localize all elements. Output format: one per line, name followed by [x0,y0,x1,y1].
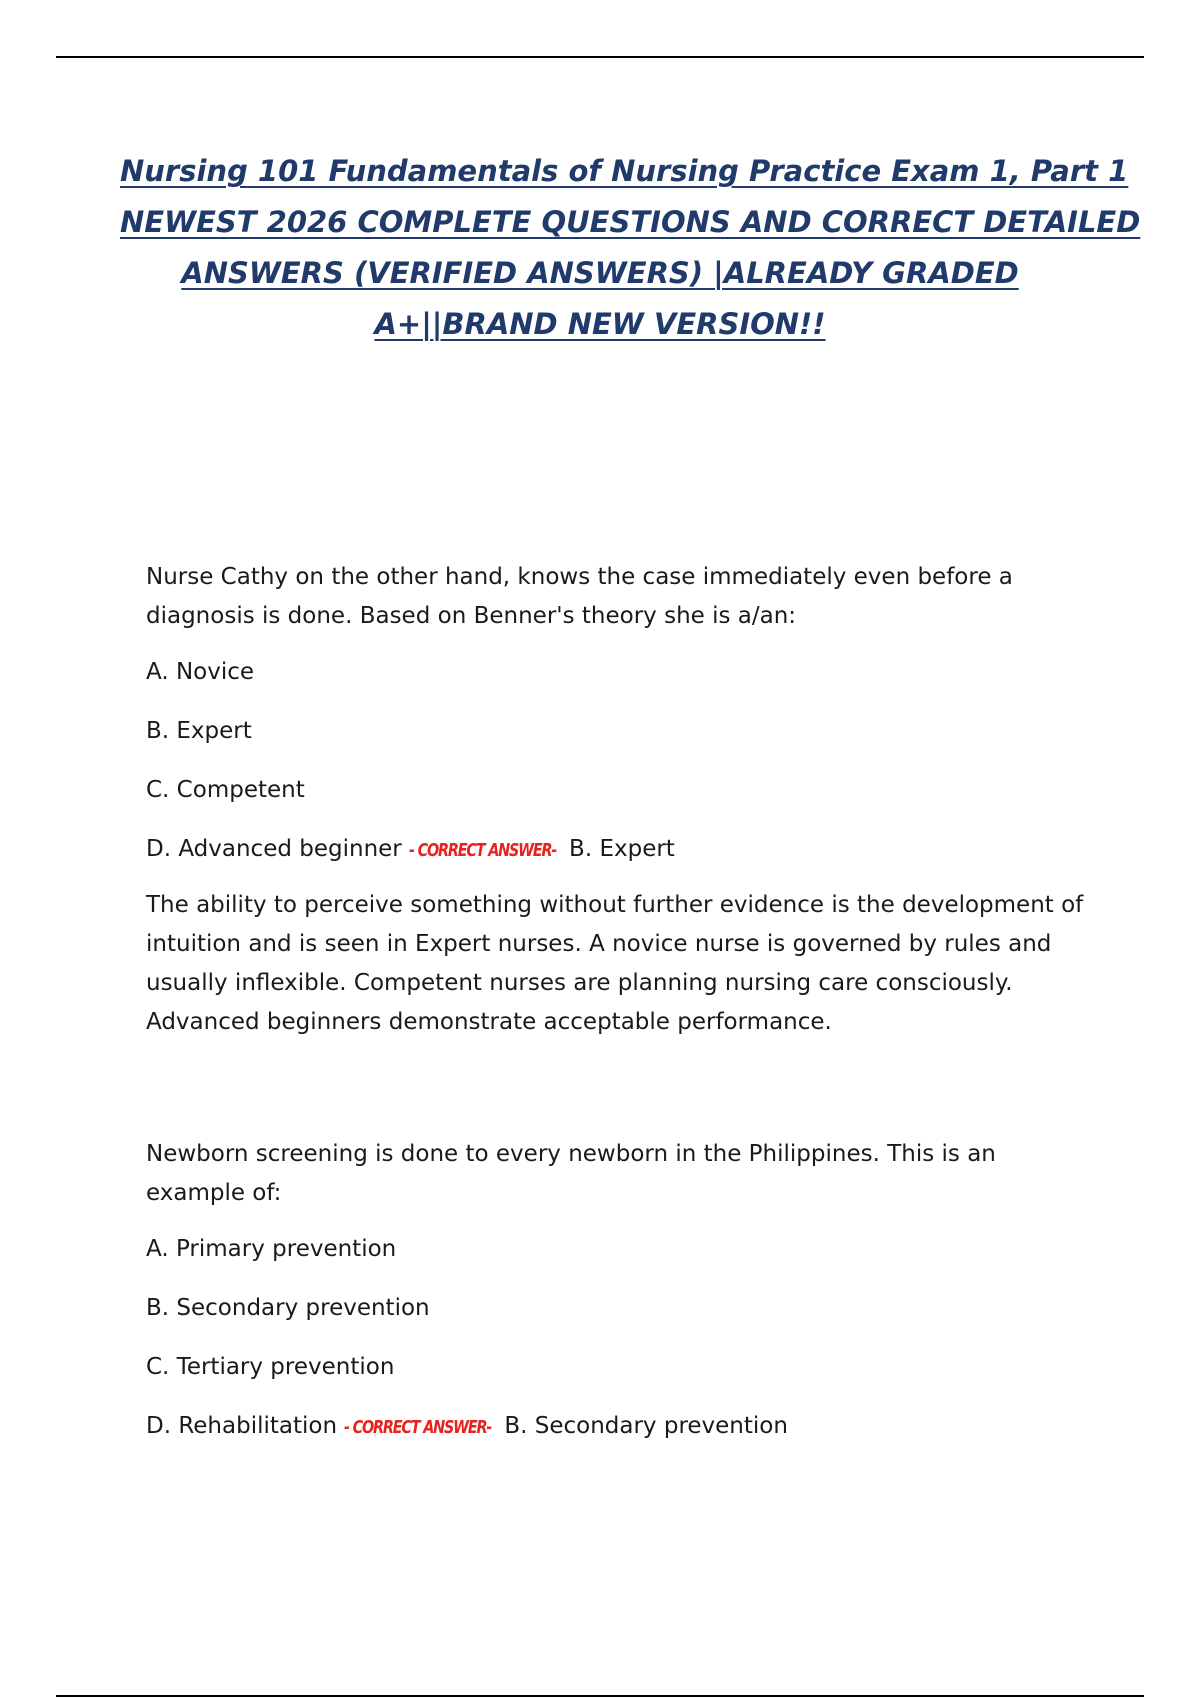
correct-answer: B. Expert [569,836,675,862]
bottom-rule [56,1695,1144,1697]
answer-explanation: The ability to perceive something without further evidence is the development of intuition and is seen in Expert nurses. A novice nurse is governed by rules and usually inflexible. Competent nurses are planning nursing care consciously. Advanced beginners demonstrate acceptable performance. [146,892,1084,1035]
options-list [146,1230,1106,1446]
title-line: NEWEST 2026 COMPLETE QUESTIONS AND CORRECT DETAILED [120,205,1141,239]
question-text: Newborn screening is done to every newborn in the Philippines. This is an example of: [146,1141,996,1206]
option-d: D. Rehabilitation [146,1413,338,1439]
top-rule [56,56,1144,58]
question-text: Nurse Cathy on the other hand, knows the case immediately even before a diagnosis is done. Based on Benner's theory she is a/an: [146,564,1013,629]
option-c: C. Tertiary prevention [146,1354,395,1380]
correct-answer-tag: - CORRECT ANSWER- [409,840,557,861]
option-a: A. Primary prevention [146,1236,397,1262]
option-d-with-answer [146,1407,1106,1446]
option-d: D. Advanced beginner [146,836,402,862]
option-c: C. Competent [146,777,305,803]
option-b: B. Expert [146,718,252,744]
options-list [146,653,1106,869]
option-b: B. Secondary prevention [146,1295,430,1321]
title-line: ANSWERS (VERIFIED ANSWERS) |ALREADY GRADED [181,256,1019,290]
document-title [120,146,1141,350]
correct-answer-tag: - CORRECT ANSWER- [344,1417,492,1438]
question-block-1 [146,558,1106,1042]
correct-answer: B. Secondary prevention [504,1413,788,1439]
option-d-with-answer [146,830,1106,869]
title-line: A+||BRAND NEW VERSION!! [374,307,826,341]
title-line: Nursing 101 Fundamentals of Nursing Practice Exam 1, Part 1 [120,154,1129,188]
option-a: A. Novice [146,659,255,685]
question-block-2 [146,1135,1106,1446]
